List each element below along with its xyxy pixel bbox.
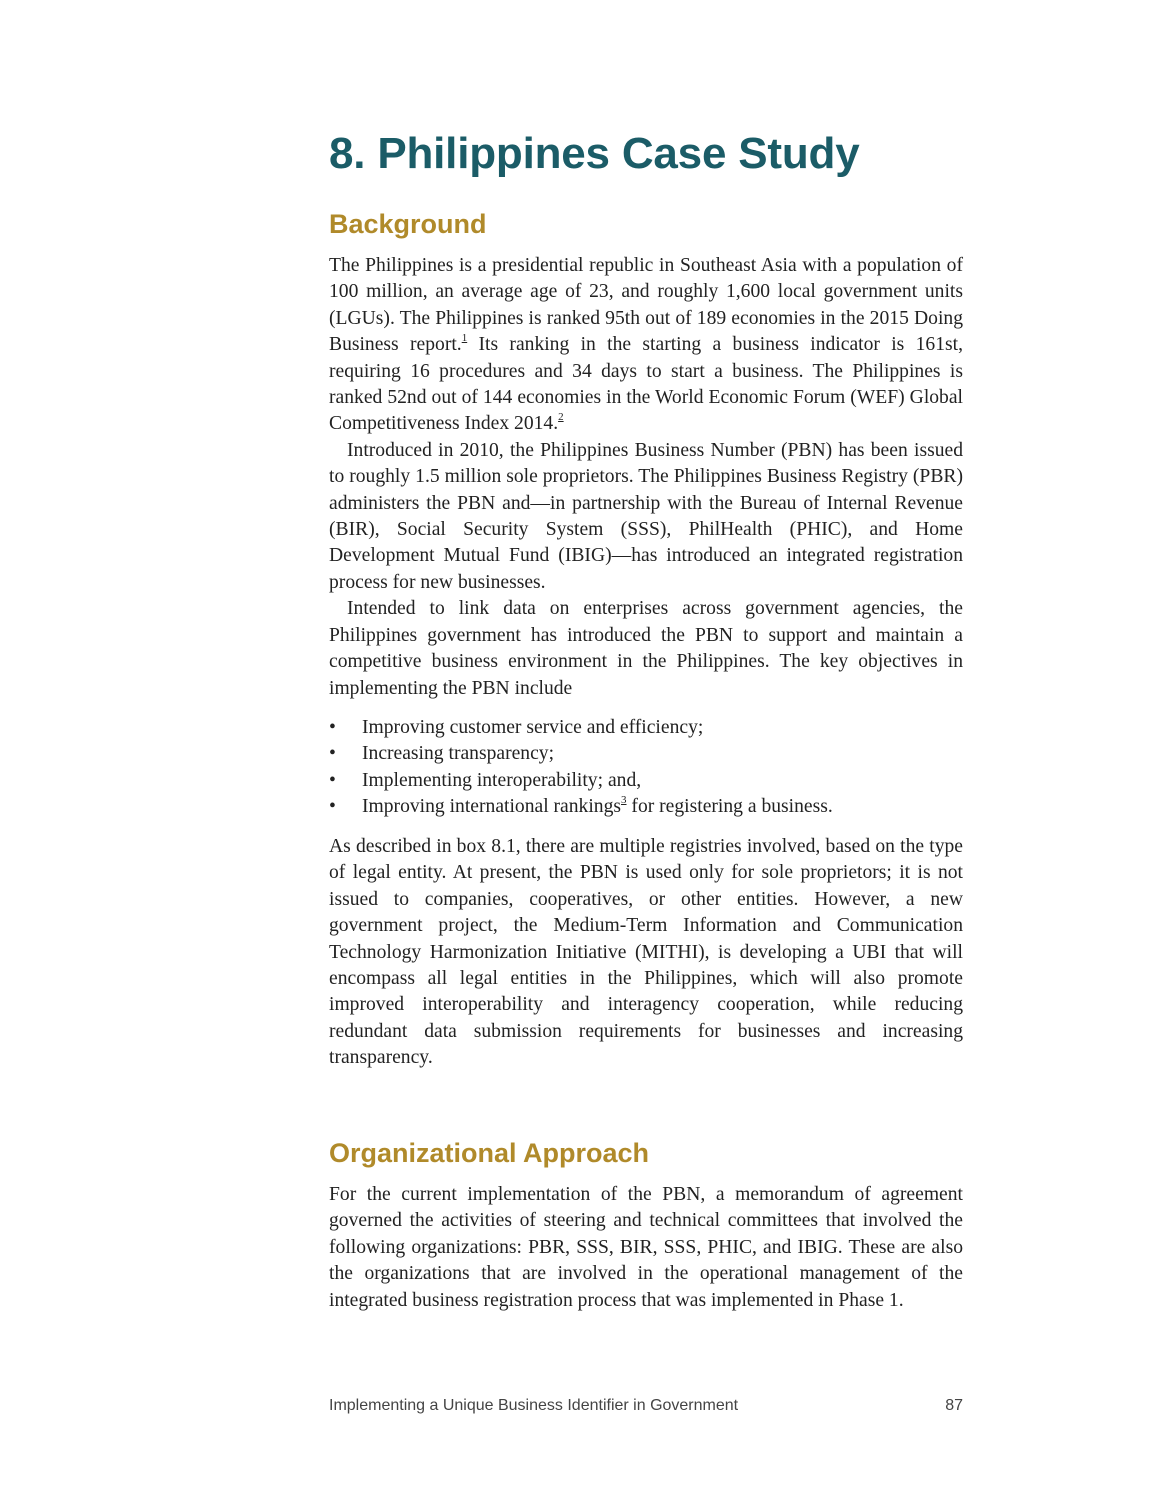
organizational-paragraph-1: For the current implementation of the PBN, a memorandum of agreement governed the activities of steering and technical committees that involved the following organizations: PBR, SSS, BIR, SSS, PHIC, and IBIG. These are also the organizations that are involved in the operational management of the integrated business registration process that was implemented in Phase 1. bbox=[329, 1184, 963, 1311]
chapter-title: 8. Philippines Case Study bbox=[329, 129, 860, 178]
bullet-icon: • bbox=[329, 769, 336, 791]
background-paragraph-2: Introduced in 2010, the Philippines Business Number (PBN) has been issued to roughly 1.5 million sole proprietors. The Philippines Business Registry (PBR) administers the PBN and—in partnership with the Bureau of Internal Revenue (BIR), Social Security System (SSS), PhilHealth (PHIC), and Home Development Mutual Fund (IBIG)—has introduced an integrated registration process for new businesses. bbox=[329, 439, 963, 593]
background-section-continued bbox=[329, 834, 963, 1072]
list-item bbox=[329, 741, 963, 767]
background-paragraph-3: Intended to link data on enterprises across government agencies, the Philippines government has introduced the PBN to support and maintain a competitive business environment in the Philippines. The key objectives in implementing the PBN include bbox=[329, 598, 963, 699]
list-item-text: Implementing interoperability; and, bbox=[362, 769, 642, 791]
list-item bbox=[329, 715, 963, 741]
list-item bbox=[329, 768, 963, 794]
page-footer bbox=[329, 1396, 963, 1416]
background-paragraph-4: As described in box 8.1, there are multiple registries involved, based on the type of legal entity. At present, the PBN is used only for sole proprietors; it is not issued to companies, cooperatives, or other entities. However, a new government project, the Medium-Term Information and Communication Technology Harmonization Initiative (MITHI), is developing a UBI that will encompass all legal entities in the Philippines, which will also promote improved interoperability and interagency cooperation, while reducing redundant data submission requirements for businesses and increasing transparency. bbox=[329, 836, 963, 1069]
objectives-list bbox=[329, 715, 963, 821]
section-heading-organizational-approach: Organizational Approach bbox=[329, 1138, 650, 1168]
footer-title: Implementing a Unique Business Identifier in Government bbox=[329, 1397, 739, 1414]
section-heading-background: Background bbox=[329, 209, 487, 239]
list-item bbox=[329, 794, 963, 820]
organizational-section-body bbox=[329, 1182, 963, 1314]
footnote-ref-3[interactable]: 3 bbox=[621, 794, 627, 807]
list-item-text: Improving international rankings bbox=[362, 796, 622, 818]
page-number: 87 bbox=[945, 1397, 963, 1414]
paragraph-text: The Philippines is a presidential republic in Southeast Asia with a population of 100 million, an average age of 23, and roughly 1,600 local government units (LGUs). The Philippines is ranked 95th out of 189 economies in the 2015 Doing Business report. bbox=[329, 255, 963, 356]
list-item-text: for registering a business. bbox=[626, 796, 833, 818]
bullet-icon: • bbox=[329, 716, 336, 738]
footnote-ref-1[interactable]: 1 bbox=[461, 332, 468, 345]
bullet-icon: • bbox=[329, 796, 336, 818]
paragraph-text: Its ranking in the starting a business indicator is 161st, requiring 16 procedures and 34 days to start a business. The Philippines is ranked 52nd out of 144 economies in the World Economic Forum (WEF) Global Competitiveness Index 2014. bbox=[329, 334, 963, 435]
bullet-icon: • bbox=[329, 743, 336, 765]
footnote-ref-2[interactable]: 2 bbox=[558, 411, 564, 424]
background-section-body bbox=[329, 253, 963, 834]
background-paragraph-1 bbox=[329, 253, 963, 438]
list-item-text: Improving customer service and efficiency; bbox=[362, 716, 704, 738]
list-item-text: Increasing transparency; bbox=[362, 743, 555, 765]
